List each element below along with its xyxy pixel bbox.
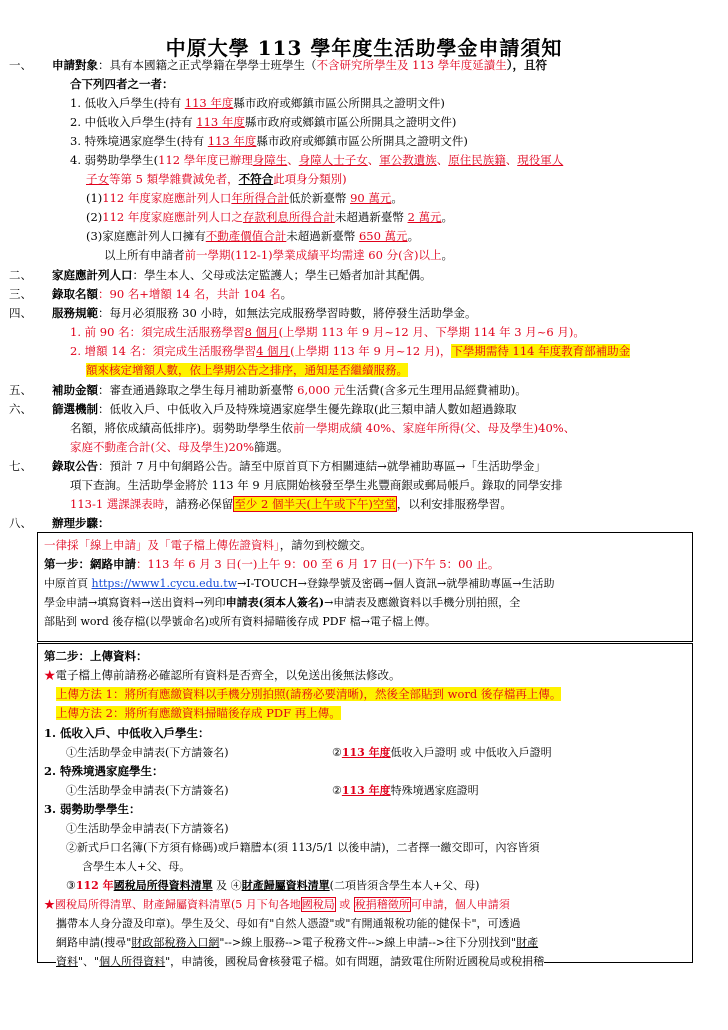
note-line3 [56, 933, 538, 952]
section-6-l3e: 篩選。 [254, 440, 289, 454]
section-2-number: 二、 [9, 268, 32, 282]
item-4-line2 [86, 170, 347, 189]
item-4 [70, 151, 563, 170]
item-4-u1: 身障生 [252, 153, 288, 167]
section-7-line3 [70, 495, 512, 514]
cond-1-end: 。 [391, 191, 403, 205]
section-6-line3 [70, 438, 289, 457]
box1-l1r: 一律採「線上申請」及「電子檔上傳佐證資料」 [44, 538, 280, 552]
c1b-text: 低收入戶證明 或 中低收入戶證明 [390, 746, 552, 759]
note-n1e: 可申請，個人申請須 [410, 898, 510, 911]
note-n3d: 財產 [516, 936, 539, 949]
category-3-doc-b2: 含學生本人+父、母。 [82, 860, 191, 873]
section-7-l3r: 113-1 選課課表時 [70, 497, 165, 511]
section-3-label: 錄取名額 [52, 287, 98, 301]
c3c-title2: 財產歸屬資料清單 [241, 879, 330, 892]
section-5-red: 6,000 元 [297, 383, 346, 397]
section-4-line3 [86, 361, 408, 380]
section-2-label: 家庭應計列人口 [52, 268, 133, 282]
item-2-year: 113 年度 [196, 115, 245, 129]
section-3-red: ：90 名+增額 14 名，共計 104 名 [98, 287, 281, 301]
note-n3c: "-->線上服務-->電子稅務文件-->線上申請-->往下分別找到" [219, 936, 517, 949]
section-1-red: 不含研究所學生及 113 學年度延讀生 [316, 58, 507, 72]
box1-line5: 部貼到 word 後存檔(以學號命名)或所有資料掃瞄後存成 PDF 檔→電子檔上傳。 [44, 615, 436, 628]
c3c-year: 112 年 [75, 879, 114, 892]
cond-2-value: 2 萬元 [407, 210, 442, 224]
item-2-b: 縣市政府或鄉鎮市區公所開具之證明文件) [244, 115, 457, 129]
page-title: 中原大學 113 學年度生活助學金申請須知 [165, 36, 563, 60]
cond-3 [86, 227, 419, 246]
note-line1 [44, 895, 510, 914]
box1-line1 [44, 536, 372, 555]
c3c-note: (二項皆須含學生本人+父、母) [329, 879, 480, 892]
box1-l3a: 中原首頁 [44, 577, 92, 590]
note-n3b: 財政部稅務入口網 [131, 936, 220, 949]
note-n1d: 稅捐稽徵所 [354, 898, 410, 911]
note-n3a: 網路申請(搜尋" [56, 936, 132, 949]
section-1-text: ：具有本國籍之正式學籍在學學士班學生（ [98, 58, 317, 72]
section-7-highlight: 至少 2 個半天(上午或下午)空堂 [234, 497, 396, 511]
c1b-year: 113 年度 [341, 746, 391, 759]
category-1-doc-a: ①生活助學金申請表(下方請簽名) [66, 746, 229, 759]
category-3-doc-a: ①生活助學金申請表(下方請簽名) [66, 822, 229, 835]
section-4-l2b: (上學期 113 年 9 月~12 月)， [290, 344, 452, 358]
star-icon-2: ★ [44, 898, 55, 911]
section-4-line1 [70, 323, 585, 342]
cycu-homepage-link[interactable]: https://www1.cycu.edu.tw [91, 577, 238, 590]
section-4-label: 服務規範 [52, 306, 98, 320]
box2-star1-text: 電子檔上傳前請務必確認所有資料是否齊全，以免送出後無法修改。 [55, 668, 401, 682]
section-8-label: 辦理步驟： [52, 516, 110, 530]
section-4-l2u: 4 個月 [256, 344, 291, 358]
cond-3-b: 未超過新臺幣 [286, 229, 359, 243]
item-4-s3: 、 [436, 153, 449, 167]
section-6-line2 [70, 419, 575, 438]
section-6-l1: ：低收入戶、中低收入戶及特殊境遇家庭學生優先錄取(此三類申請人數如超過錄取 [98, 402, 517, 416]
section-5-label: 補助金額 [52, 383, 98, 397]
item-1 [70, 94, 445, 113]
section-7-l1: ：預計 7 月中旬網路公告。請至中原首頁下方相關連結→就學補助專區→「生活助學金」 [98, 459, 546, 473]
section-4-number: 四、 [9, 306, 32, 320]
cond-4 [104, 246, 453, 265]
box1-l2r: ：113 年 6 月 3 日(一)上午 9：00 至 6 月 17 日(一)下午 5：00 止。 [136, 557, 500, 571]
box1-step1-label: 第一步：網路申請 [44, 557, 136, 571]
item-4-u4: 原住民族籍 [448, 153, 506, 167]
section-7-label: 錄取公告 [52, 459, 98, 473]
section-4-l3-highlight: 額來核定增額人數，依上學期公告之排序，通知是否繼續服務。 [86, 363, 408, 377]
note-line2: 攜帶本人身分證及印章)。學生及父、母如有"自然人憑證"或"有開通報稅功能的健保卡"，可透過 [56, 917, 521, 930]
box1-l4b: 申請表(須本人簽名) [225, 596, 325, 609]
section-3-end: 。 [280, 287, 293, 301]
note-n4d: "，申請後，國稅局會核發電子檔。如有問題，請致電住所附近國稅局或稅捐稽 [165, 955, 545, 968]
section-3-number: 三、 [9, 287, 32, 301]
category-3-doc-b: ②新式戶口名簿(下方須有條碼)或戶籍謄本(須 113/5/1 以後申請)，二者擇一繳交即可，內容皆須 [66, 841, 540, 854]
item-1-a: 1. 低收入戶學生(持有 [70, 96, 185, 110]
box1-l4c: →申請表及應繳資料以手機分別拍照，全 [324, 596, 521, 609]
category-3: 3. 弱勢助學學生： [44, 802, 141, 816]
upload-method-2-text: 上傳方法 2：將所有應繳資料掃瞄後存成 PDF 再上傳。 [56, 706, 341, 720]
note-n4c: 個人所得資料 [99, 955, 166, 968]
item-4-line2-red: 等第 5 類學雜費減免者， [109, 172, 239, 186]
section-7-l3e: ，以利安排服務學習。 [396, 497, 512, 511]
cond-3-u: 不動產價值合計 [205, 229, 287, 243]
item-3-year: 113 年度 [207, 134, 257, 148]
box1-l1e: ，請勿到校繳交。 [279, 538, 372, 552]
note-n1b: 國稅局 [301, 898, 335, 911]
cond-3-a: (3)家庭應計列人口擁有 [86, 229, 206, 243]
cond-1-b: 低於新臺幣 [288, 191, 351, 205]
cond-1 [86, 189, 403, 208]
section-5-number: 五、 [9, 383, 32, 397]
section-5-text: ：審查通過錄取之學生每月補助新臺幣 [98, 383, 298, 397]
item-1-b: 縣市政府或鄉鎮市區公所開具之證明文件) [233, 96, 445, 110]
cond-4-a: 以上所有申請者 [104, 248, 185, 262]
section-1-number: 一、 [9, 58, 32, 72]
cond-2-num: (2) [86, 210, 103, 224]
section-4-l1a: 1. 前 90 名：須完成生活服務學習 [70, 325, 245, 339]
section-7-line2: 項下查詢。生活助學金將於 113 年 9 月底開始核發至學生兆豐商銀或郵局帳戶。錄取的同學安排 [70, 478, 563, 492]
section-4-l1b: (上學期 113 年 9 月~12 月、下學期 114 年 3 月~6 月)。 [278, 325, 585, 339]
category-2: 2. 特殊境遇家庭學生： [44, 764, 164, 778]
item-2 [70, 113, 456, 132]
item-4-u3: 軍公教遺族 [379, 153, 437, 167]
section-1-tail: ），且符 [506, 58, 548, 72]
category-2-doc-b [332, 781, 479, 800]
note-n4a: 資料 [56, 955, 78, 968]
c3c-and: 及 ④ [212, 879, 242, 892]
section-7-l3a: ，請務必保留 [164, 497, 234, 511]
box1-l4a: 學金申請→填寫資料→送出資料→列印 [44, 596, 226, 609]
section-4-l2-highlight: 下學期需待 114 年度教育部補助金 [451, 344, 631, 358]
box2-star1 [44, 666, 401, 685]
cond-2-end: 。 [441, 210, 454, 224]
section-5-tail: 生活費(含多元生理用品經費補助)。 [345, 383, 527, 397]
section-6-number: 六、 [9, 402, 32, 416]
item-4-line2-u: 子女 [86, 172, 109, 186]
category-1: 1. 低收入戶、中低收入戶學生： [44, 726, 210, 740]
upload-method-2 [56, 704, 341, 723]
note-n1c: 或 [335, 898, 354, 911]
star-icon: ★ [44, 668, 56, 682]
item-2-a: 2. 中低收入戶學生(持有 [70, 115, 197, 129]
cond-2-b: 未超過新臺幣 [334, 210, 408, 224]
item-4-line2-end: 此項身分類別) [273, 172, 347, 186]
c1b-num: ② [332, 746, 342, 759]
item-4-not-eligible: 不符合 [238, 172, 274, 186]
c2b-year: 113 年度 [341, 784, 391, 797]
cond-2-red: 112 年度家庭應計列人口之 [102, 210, 243, 224]
c2b-text: 特殊境遇家庭證明 [390, 784, 479, 797]
section-4-text: ：每月必須服務 30 小時，如無法完成服務學習時數，將停發生活助學金。 [98, 306, 477, 320]
section-7-number: 七、 [9, 459, 32, 473]
item-3-a: 3. 特殊境遇家庭學生(持有 [70, 134, 208, 148]
cond-2 [86, 208, 453, 227]
category-2-doc-a: ①生活助學金申請表(下方請簽名) [66, 784, 229, 797]
upload-method-1 [56, 685, 561, 704]
item-1-year: 113 年度 [184, 96, 234, 110]
item-4-red: 112 學年度已辦理 [158, 153, 253, 167]
item-4-u2: 身障人士子女 [298, 153, 368, 167]
cond-3-end: 。 [407, 229, 420, 243]
item-4-s1: 、 [287, 153, 299, 167]
section-2-text: ：學生本人、父母或法定監護人；學生已婚者加計其配偶。 [132, 268, 432, 282]
section-4-line2 [70, 342, 630, 361]
c3c-title: 國稅局所得資料清單 [113, 879, 213, 892]
c3c-num: ③ [66, 879, 76, 892]
section-8-number: 八、 [9, 516, 32, 530]
box1-line4 [44, 593, 520, 612]
cond-4-red: 前一學期(112-1)學業成績平均需達 60 分(含)以上 [184, 248, 442, 262]
item-4-s2: 、 [367, 153, 380, 167]
section-6-l2: 名額，將依成績高低排序)。弱勢助學學生依 [70, 421, 293, 435]
cond-4-end: 。 [441, 248, 454, 262]
note-n4b: "、" [78, 955, 100, 968]
section-6-l2r: 前一學期成績 40%、家庭年所得(父、母及學生)40%、 [292, 421, 576, 435]
cond-1-red: 112 年度家庭應計列人口 [102, 191, 232, 205]
step2-heading: 第二步：上傳資料： [44, 649, 148, 663]
note-n1a: 國稅局所得清單、財產歸屬資料清單(5 月下旬各地 [55, 898, 301, 911]
cond-1-num: (1) [86, 191, 103, 205]
upload-method-1-text: 上傳方法 1：將所有應繳資料以手機分別拍照(請務必要清晰)，然後全部貼到 word 後存檔再上傳。 [56, 687, 562, 701]
section-1-label: 申請對象 [52, 58, 98, 72]
item-4-s4: 、 [505, 153, 518, 167]
box1-line3 [44, 574, 554, 593]
cond-3-value: 650 萬元 [358, 229, 408, 243]
item-4-a: 4. 弱勢助學學生( [70, 153, 159, 167]
c2b-num: ② [332, 784, 342, 797]
box1-l3b: →I-TOUCH→登錄學號及密碼→個人資訊→就學補助專區→生活助 [237, 577, 555, 590]
section-4-l2a: 2. 增額 14 名：須完成生活服務學習 [70, 344, 257, 358]
item-4-u5: 現役軍人 [517, 153, 564, 167]
item-3-b: 縣市政府或鄉鎮市區公所開具之證明文件) [256, 134, 468, 148]
section-6-label: 篩選機制 [52, 402, 98, 416]
cond-2-u: 存款利息所得合計 [242, 210, 335, 224]
section-1-line2: 合下列四者之一者： [70, 77, 174, 91]
cond-1-u: 年所得合計 [231, 191, 289, 205]
item-3 [70, 132, 468, 151]
section-6-l3r: 家庭不動產合計(父、母及學生)20% [70, 440, 255, 454]
cond-1-value: 90 萬元 [350, 191, 392, 205]
box1-line2 [44, 555, 499, 574]
category-1-doc-b [332, 743, 552, 762]
section-4-l1u: 8 個月 [244, 325, 279, 339]
category-3-doc-c [66, 876, 479, 895]
